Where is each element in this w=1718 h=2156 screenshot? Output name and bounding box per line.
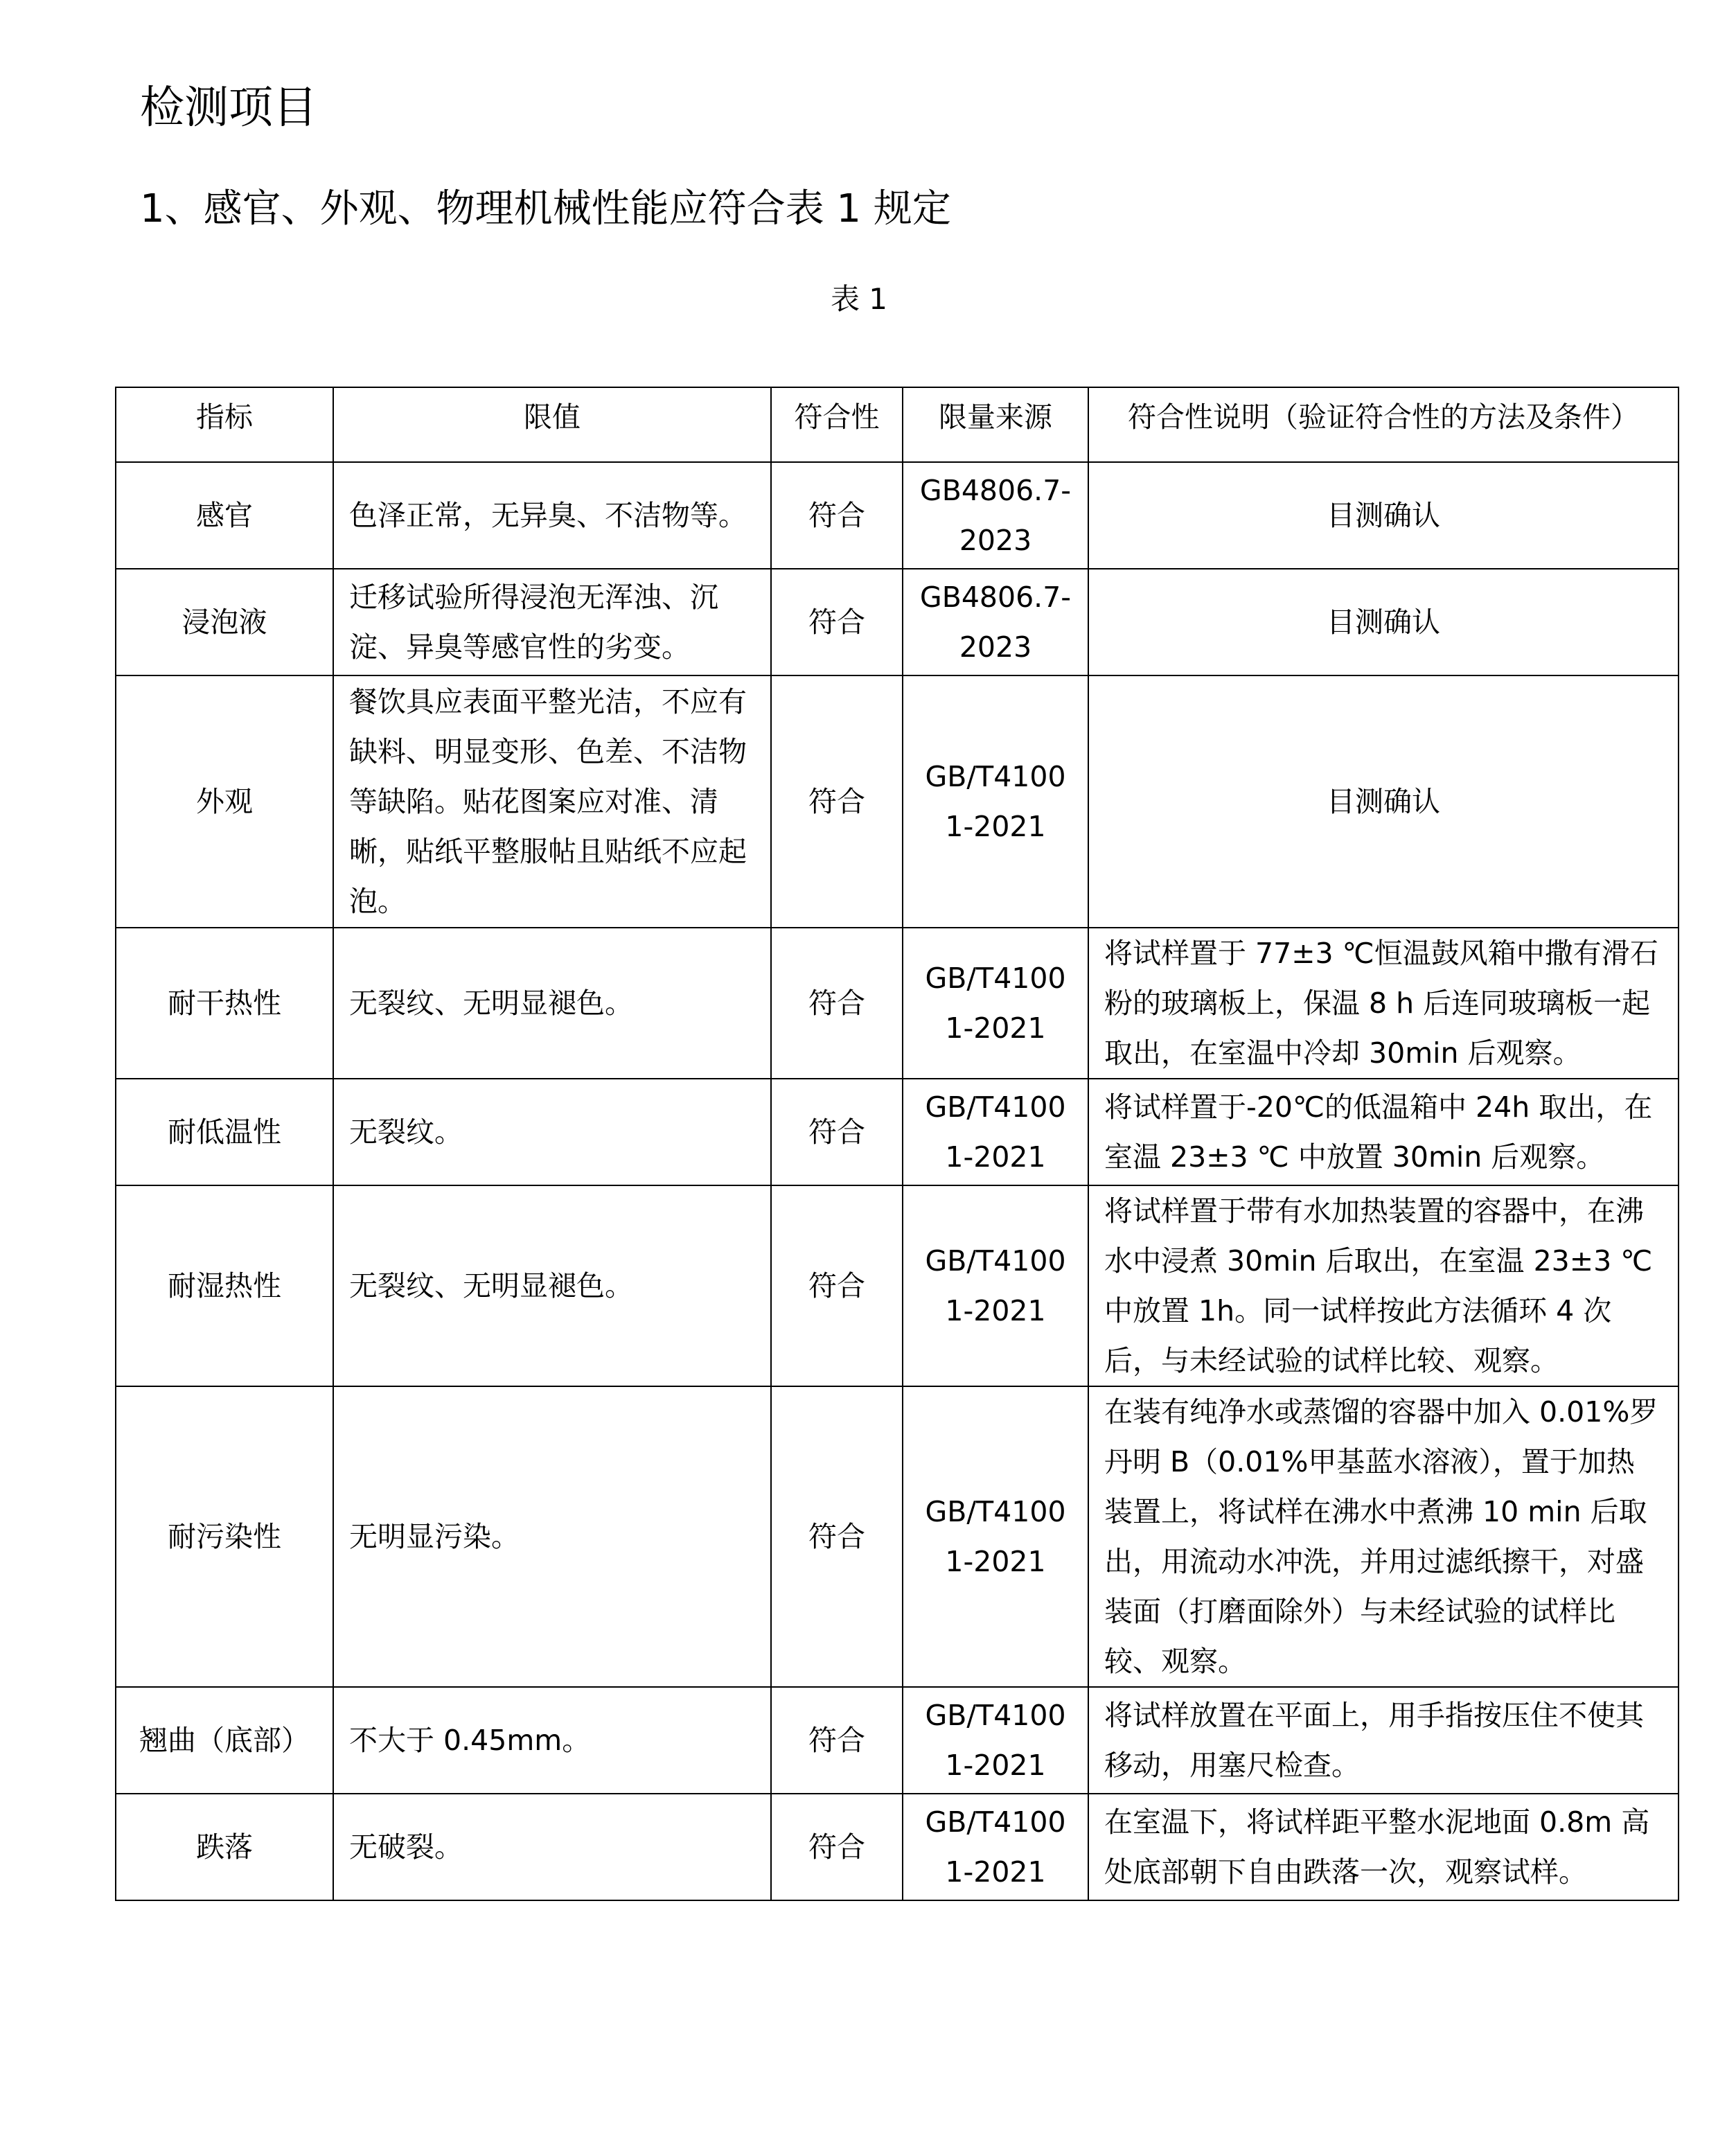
method-cell: 目测确认 <box>1088 675 1679 928</box>
indicator-cell: 外观 <box>116 675 333 928</box>
method-cell: 目测确认 <box>1088 462 1679 569</box>
header-method: 符合性说明（验证符合性的方法及条件） <box>1088 387 1679 462</box>
source-cell: GB/T41001-2021 <box>903 1185 1088 1386</box>
table-row <box>116 1079 1679 1185</box>
source-cell: GB/T41001-2021 <box>903 1687 1088 1794</box>
indicator-cell: 耐污染性 <box>116 1386 333 1687</box>
table-row <box>116 569 1679 675</box>
conformity-cell: 符合 <box>771 928 903 1079</box>
table-row <box>116 1386 1679 1687</box>
indicator-cell: 浸泡液 <box>116 569 333 675</box>
table-row <box>116 1185 1679 1386</box>
spec-table <box>115 387 1679 1901</box>
method-cell: 将试样放置在平面上，用手指按压住不使其移动，用塞尺检查。 <box>1088 1687 1679 1794</box>
limit-cell: 迁移试验所得浸泡无浑浊、沉淀、异臭等感官性的劣变。 <box>333 569 771 675</box>
source-cell: GB/T41001-2021 <box>903 1079 1088 1185</box>
conformity-cell: 符合 <box>771 569 903 675</box>
conformity-cell: 符合 <box>771 1386 903 1687</box>
table-row <box>116 928 1679 1079</box>
section-heading: 1、感官、外观、物理机械性能应符合表 1 规定 <box>140 186 951 231</box>
source-cell: GB/T41001-2021 <box>903 1386 1088 1687</box>
table-caption: 表 1 <box>830 282 888 316</box>
table-row <box>116 675 1679 928</box>
method-cell: 在装有纯净水或蒸馏的容器中加入 0.01%罗丹明 B（0.01%甲基蓝水溶液），置于加热装置上，将试样在沸水中煮沸 10 min 后取出，用流动水冲洗，并用过滤纸擦干，对盛装面（打磨面除外）与未经试验的试样比较、观察。 <box>1088 1386 1679 1687</box>
conformity-cell: 符合 <box>771 1687 903 1794</box>
header-limit: 限值 <box>333 387 771 462</box>
method-cell: 在室温下，将试样距平整水泥地面 0.8m 高处底部朝下自由跌落一次，观察试样。 <box>1088 1794 1679 1900</box>
source-cell: GB4806.7-2023 <box>903 462 1088 569</box>
limit-cell: 无裂纹、无明显褪色。 <box>333 928 771 1079</box>
table-row <box>116 1687 1679 1794</box>
header-conformity: 符合性 <box>771 387 903 462</box>
method-cell: 将试样置于带有水加热装置的容器中，在沸水中浸煮 30min 后取出，在室温 23±3 ℃ 中放置 1h。同一试样按此方法循环 4 次后，与未经试验的试样比较、观察。 <box>1088 1185 1679 1386</box>
method-cell: 将试样置于-20℃的低温箱中 24h 取出，在室温 23±3 ℃ 中放置 30min 后观察。 <box>1088 1079 1679 1185</box>
limit-cell: 色泽正常，无异臭、不洁物等。 <box>333 462 771 569</box>
table-row <box>116 462 1679 569</box>
conformity-cell: 符合 <box>771 1079 903 1185</box>
table-header-row <box>116 387 1679 462</box>
source-cell: GB/T41001-2021 <box>903 675 1088 928</box>
limit-cell: 不大于 0.45mm。 <box>333 1687 771 1794</box>
header-source: 限量来源 <box>903 387 1088 462</box>
limit-cell: 无裂纹、无明显褪色。 <box>333 1185 771 1386</box>
source-cell: GB4806.7-2023 <box>903 569 1088 675</box>
page-title: 检测项目 <box>140 82 317 134</box>
conformity-cell: 符合 <box>771 462 903 569</box>
conformity-cell: 符合 <box>771 1794 903 1900</box>
limit-cell: 无裂纹。 <box>333 1079 771 1185</box>
method-cell: 目测确认 <box>1088 569 1679 675</box>
method-cell: 将试样置于 77±3 ℃恒温鼓风箱中撒有滑石粉的玻璃板上，保温 8 h 后连同玻璃板一起取出，在室温中冷却 30min 后观察。 <box>1088 928 1679 1079</box>
indicator-cell: 翘曲（底部） <box>116 1687 333 1794</box>
conformity-cell: 符合 <box>771 1185 903 1386</box>
limit-cell: 无明显污染。 <box>333 1386 771 1687</box>
source-cell: GB/T41001-2021 <box>903 1794 1088 1900</box>
indicator-cell: 耐干热性 <box>116 928 333 1079</box>
header-indicator: 指标 <box>116 387 333 462</box>
limit-cell: 餐饮具应表面平整光洁，不应有缺料、明显变形、色差、不洁物等缺陷。贴花图案应对准、清晰，贴纸平整服帖且贴纸不应起泡。 <box>333 675 771 928</box>
conformity-cell: 符合 <box>771 675 903 928</box>
indicator-cell: 耐湿热性 <box>116 1185 333 1386</box>
source-cell: GB/T41001-2021 <box>903 928 1088 1079</box>
indicator-cell: 感官 <box>116 462 333 569</box>
limit-cell: 无破裂。 <box>333 1794 771 1900</box>
table-row <box>116 1794 1679 1900</box>
indicator-cell: 跌落 <box>116 1794 333 1900</box>
indicator-cell: 耐低温性 <box>116 1079 333 1185</box>
